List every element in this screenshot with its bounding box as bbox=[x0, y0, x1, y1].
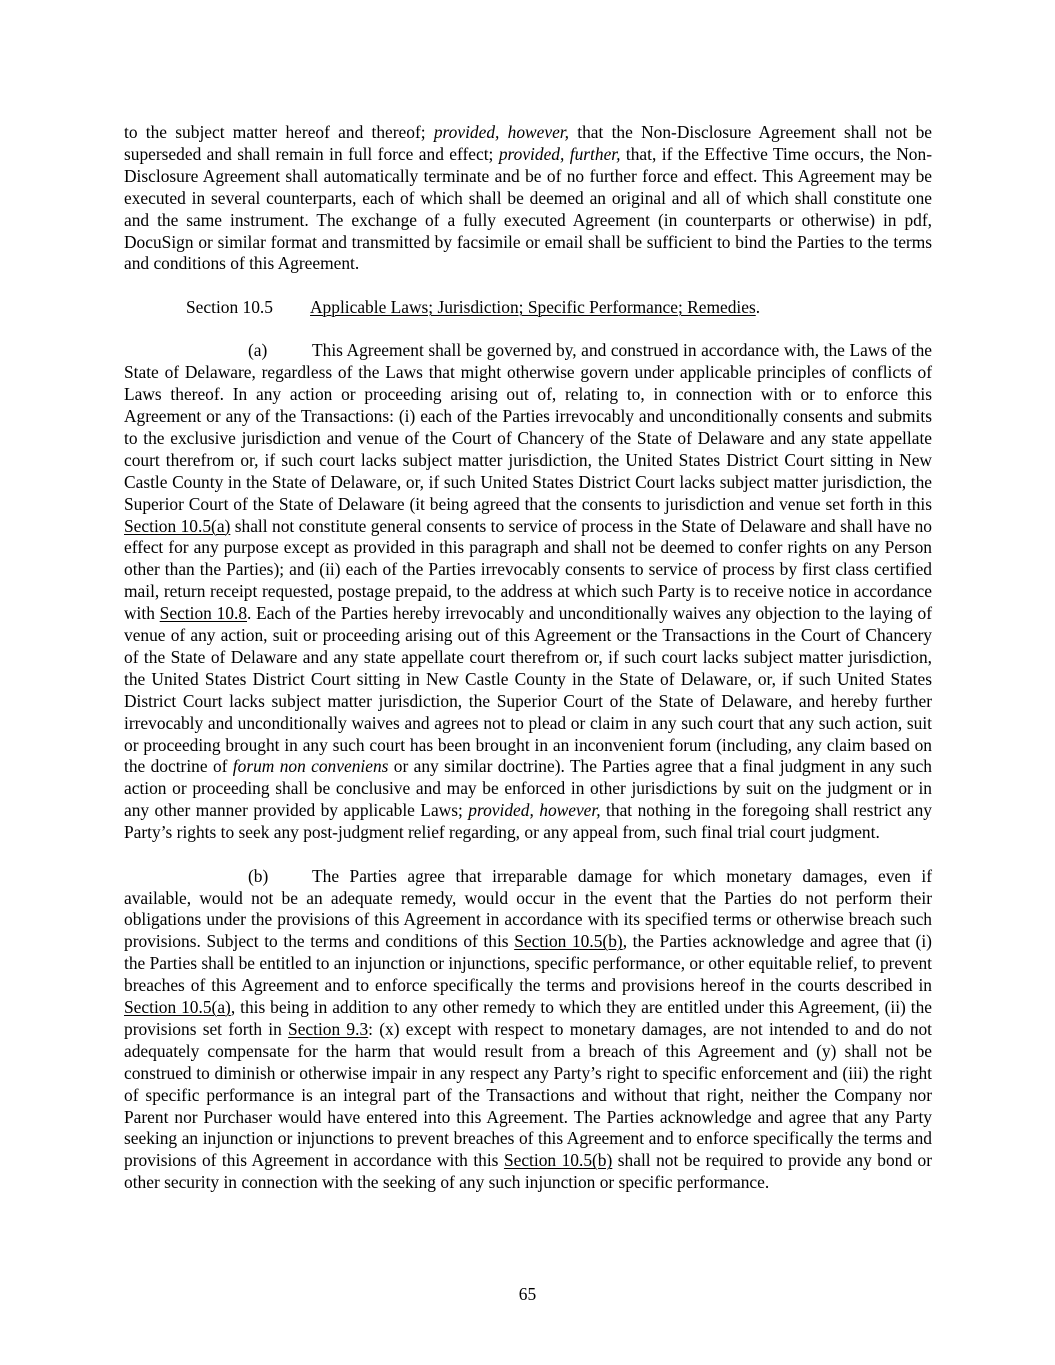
page-number: 65 bbox=[518, 1284, 537, 1304]
text-run: to the subject matter hereof and thereof; bbox=[124, 122, 434, 142]
cross-reference: Section 10.5(b) bbox=[514, 931, 623, 952]
cross-reference: Section 9.3 bbox=[288, 1018, 369, 1039]
paragraph-a bbox=[124, 340, 932, 844]
italic-run: provided, however, bbox=[468, 800, 601, 821]
cross-reference: Section 10.5(a) bbox=[124, 515, 231, 536]
text-run: : (x) except with respect to monetary damages, are not intended to and do not adequately compensate for the harm that would result from a breach of this Agreement and (y) shall not be construed to diminish or otherwise impair in any respect any Party’s right to specific enforcement and (iii) the right of specific performance is an integral part of the Transactions and without that right, neither the Company nor Parent nor Purchaser would have entered into this Agreement. The Parties acknowledge and agree that any Party seeking an injunction or injunctions to prevent breaches of this Agreement and to enforce specifically the terms and provisions of this Agreement in accordance with this bbox=[124, 1018, 932, 1171]
paragraph-label: (a) bbox=[248, 340, 268, 361]
paragraph-spacer bbox=[124, 844, 932, 866]
text-run: shall not constitute general consents to service of process in the State of Delaware and shall have no effect for any purpose except as provided in this paragraph and shall not be deemed to confer rights on any Person other than the Parties); and (ii) each of the Parties irrevocably consents to service of process by first class certified mail, return receipt requested, postage prepaid, to the address at which such Party is to receive notice in accordance with bbox=[124, 515, 932, 624]
text-run: or any similar doctrine). The Parties agree that a final judgment in any such action or proceeding shall be conclusive and may be enforced in other jurisdictions by suit on the judgment or in any other manner provided by applicable Laws; bbox=[124, 756, 932, 821]
text-run: , the Parties acknowledge and agree that (i) the Parties shall be entitled to an injunction or injunctions, specific performance, or other equitable relief, to prevent breaches of this Agreement and to enforce specifically the terms and provisions hereof in the courts described in bbox=[124, 931, 932, 996]
text-run: that, if the Effective Time occurs, the Non-Disclosure Agreement shall automatically terminate and be of no further force and effect. This Agreement may be executed in several counterparts, each of which shall be deemed an original and all of which shall constitute one and the same instrument. The exchange of a fully executed Agreement (in counterparts or otherwise) in pdf, DocuSign or similar format and transmitted by facsimile or email shall be sufficient to bind the Parties to the terms and conditions of this Agreement. bbox=[124, 143, 932, 274]
italic-run: provided, further, bbox=[498, 143, 621, 164]
text-run: . Each of the Parties hereby irrevocably and unconditionally waives any objection to the laying of venue of any action, suit or proceeding arising out of this Agreement or the Transactions in the Court of Chancery of the State of Delaware and any state appellate court therefrom or, if such court lacks subject matter jurisdiction, the United States District Court sitting in New Castle County in the State of Delaware, or, if such United States District Court lacks subject matter jurisdiction, the Superior Court of the State of Delaware, and hereby further irrevocably and unconditionally waives and agrees not to plead or claim in any such court that any such action, suit or proceeding brought in any such court has been brought in an inconvenient forum (including, any claim based on the doctrine of bbox=[124, 603, 932, 777]
text-run: This Agreement shall be governed by, and construed in accordance with, the Laws of the State of Delaware, regardless of the Laws that might otherwise govern under applicable principles of conflicts of Laws thereof. In any action or proceeding arising out of, relating to, in connection with or to enforce this Agreement or any of the Transactions: (i) each of the Parties irrevocably and unconditionally consents and submits to the exclusive jurisdiction and venue of the Court of Chancery of the State of Delaware and any state appellate court therefrom or, if such court lacks subject matter jurisdiction, the United States District Court sitting in New Castle County in the State of Delaware, or, if such United States District Court lacks subject matter jurisdiction, the Superior Court of the State of Delaware (it being agreed that the consents to jurisdiction and venue set forth in this bbox=[124, 340, 932, 514]
text-run: that nothing in the foregoing shall restrict any Party’s rights to seek any post-judgment relief regarding, or any appeal from, such final trial court judgment. bbox=[124, 800, 933, 843]
document-page bbox=[124, 122, 932, 1194]
text-run: shall not be required to provide any bond or other security in connection with the seeking of any such injunction or specific performance. bbox=[124, 1150, 933, 1193]
text-run: The Parties agree that irreparable damage for which monetary damages, even if available, would not be an adequate remedy, would occur in the event that the Parties do not perform their obligations under the provisions of this Agreement in accordance with its specified terms or otherwise breach such provisions. Subject to the terms and conditions of this bbox=[124, 865, 932, 952]
text-run: that the Non-Disclosure Agreement shall not be superseded and shall remain in full force and effect; bbox=[124, 122, 933, 164]
cross-reference: Section 10.5(a) bbox=[124, 997, 231, 1018]
paragraph-label: (b) bbox=[248, 865, 269, 886]
section-number: Section 10.5 bbox=[186, 296, 273, 317]
paragraph-b bbox=[124, 866, 932, 1195]
cross-reference: Section 10.5(b) bbox=[503, 1150, 613, 1171]
italic-run: provided, however, bbox=[433, 122, 569, 142]
section-title: Applicable Laws; Jurisdiction; Specific Performance; Remedies bbox=[310, 296, 756, 317]
paragraph-spacer bbox=[124, 319, 932, 341]
cross-reference: Section 10.8 bbox=[159, 603, 248, 624]
text-run: , this being in addition to any other remedy to which they are entitled under this Agreement, (ii) the provisions set forth in bbox=[124, 997, 932, 1039]
section-title-period: . bbox=[755, 296, 761, 317]
paragraph-spacer bbox=[124, 275, 932, 297]
section-heading bbox=[124, 297, 932, 319]
italic-run: forum non conveniens bbox=[232, 756, 389, 777]
paragraph-continuation bbox=[124, 122, 932, 275]
